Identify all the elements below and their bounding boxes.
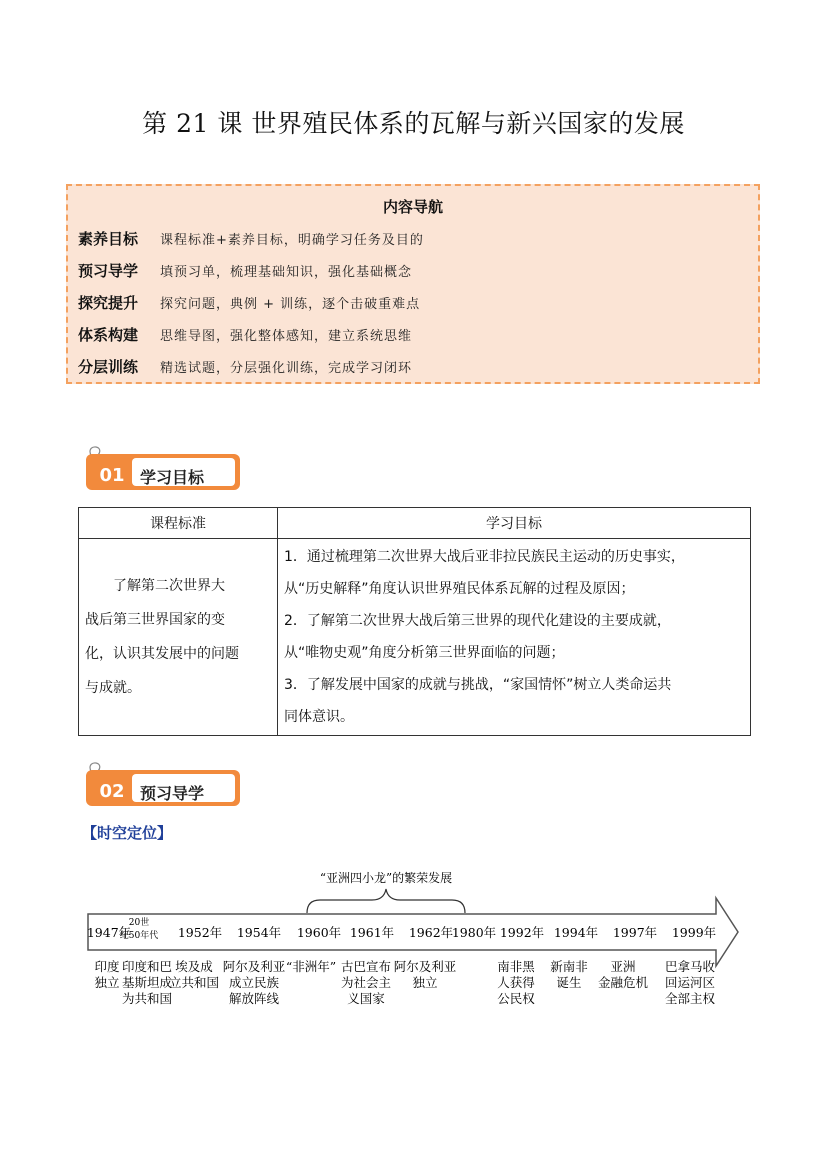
header-standard: 课程标准 — [79, 508, 278, 539]
timeline-event-line: 南非黑 — [497, 959, 535, 974]
timeline-event-line: 成立民族 — [228, 975, 280, 990]
timeline-date: 1992年 — [499, 925, 545, 940]
section-title: 学习目标 — [140, 468, 205, 487]
standard-line: 战后第三世界国家的变 — [85, 612, 225, 628]
timeline-event-line: 立共和国 — [168, 975, 220, 990]
timeline-date: 1947年 — [86, 925, 132, 940]
brace-label: “亚洲四小龙”的繁荣发展 — [319, 871, 453, 885]
timeline-event — [122, 959, 173, 1006]
timeline-event-line: 金融危机 — [597, 975, 649, 990]
timeline-event-line: 阿尔及利亚 — [222, 959, 286, 974]
timeline-event-line: 新南非 — [550, 959, 588, 974]
timeline-event-line: 独立 — [412, 975, 438, 990]
timeline-event — [665, 959, 716, 1006]
timeline-event-line: 亚洲 — [610, 959, 636, 974]
standard-line: 了解第二次世界大 — [113, 578, 225, 594]
timeline-date: 1960年 — [296, 925, 342, 940]
nav-item-label: 预习导学 — [78, 261, 139, 280]
timeline-event-line: 古巴宣布 — [340, 959, 392, 974]
section-number: 02 — [99, 781, 125, 802]
timeline-event-line: 为社会主 — [340, 975, 392, 990]
timeline-event-line: 诞生 — [556, 975, 582, 990]
nav-item-label: 素养目标 — [78, 229, 139, 248]
header-goals: 学习目标 — [278, 508, 751, 539]
standard-line: 化，认识其发展中的问题 — [85, 646, 239, 662]
timeline-event-line: 人获得 — [497, 975, 535, 990]
timeline-date: 1997年 — [612, 925, 658, 940]
timeline-event-line: 阿尔及利亚 — [393, 959, 457, 974]
timeline-date: 1980年 — [451, 925, 497, 940]
timeline-event-line: 义国家 — [347, 991, 385, 1006]
timeline-date: 1994年 — [553, 925, 599, 940]
timeline-event-line: 埃及成 — [175, 959, 213, 974]
goal-line: 同体意识。 — [284, 709, 354, 725]
nav-item-desc: 课程标准+素养目标，明确学习任务及目的 — [160, 232, 424, 248]
nav-item-label: 分层训练 — [78, 357, 139, 376]
timeline-date: 纪50年代 — [119, 931, 159, 941]
timeline-date: 1954年 — [236, 925, 282, 940]
timeline-event — [341, 959, 391, 1006]
section-number: 01 — [99, 465, 125, 486]
timeline-event — [497, 959, 535, 1006]
goal-line: 2．了解第二次世界大战后第三世界的现代化建设的主要成就， — [284, 613, 671, 629]
timeline-event-line: 印度 — [94, 959, 120, 974]
nav-item-label: 体系构建 — [78, 325, 139, 344]
timeline-event — [94, 959, 120, 990]
goal-line: 3．了解发展中国家的成就与挑战，“家国情怀”树立人类命运共 — [284, 677, 672, 693]
timeline-event-line: 全部主权 — [664, 991, 716, 1006]
nav-heading: 内容导航 — [382, 198, 443, 216]
timeline-event — [286, 959, 336, 974]
goal-line: 1．通过梳理第二次世界大战后亚非拉民族民主运动的历史事实， — [284, 549, 685, 565]
timeline-event-line: 基斯坦成 — [121, 975, 173, 990]
goal-line: 从“历史解释”角度认识世界殖民体系瓦解的过程及原因； — [284, 581, 635, 597]
timeline-event — [169, 959, 219, 990]
goal-line: 从“唯物史观”角度分析第三世界面临的问题； — [284, 645, 565, 661]
timeline-event-line: 印度和巴 — [121, 959, 173, 974]
timeline-event — [394, 959, 457, 990]
nav-item-desc: 探究问题，典例 + 训练，逐个击破重难点 — [160, 296, 421, 312]
timeline-event-line: 解放阵线 — [228, 991, 280, 1006]
timeline-event — [550, 959, 588, 990]
timeline-event-line: 独立 — [94, 975, 120, 990]
timeline-date: 20世 — [128, 918, 150, 928]
timeline-event-line: “非洲年” — [285, 959, 337, 974]
timeline-date: 1952年 — [177, 925, 223, 940]
timeline-event-line: 公民权 — [497, 991, 535, 1006]
nav-item-desc: 填预习单，梳理基础知识，强化基础概念 — [160, 264, 413, 280]
page-title: 第 21 课 世界殖民体系的瓦解与新兴国家的发展 — [142, 109, 685, 138]
timeline-event — [598, 959, 649, 990]
timeline-date: 1961年 — [349, 925, 395, 940]
brace-icon — [307, 889, 465, 913]
standard-line: 与成就。 — [85, 680, 141, 696]
nav-item-desc: 思维导图，强化整体感知，建立系统思维 — [160, 328, 413, 344]
timeline-date: 1962年 — [408, 925, 454, 940]
nav-item-desc: 精选试题，分层强化训练，完成学习闭环 — [160, 360, 413, 376]
timeline-section-label: 【时空定位】 — [82, 824, 173, 842]
timeline-date: 1999年 — [671, 925, 717, 940]
timeline-event-line: 回运河区 — [664, 975, 716, 990]
nav-item-label: 探究提升 — [78, 293, 139, 312]
timeline-event — [223, 959, 286, 1006]
section-title: 预习导学 — [140, 784, 205, 803]
timeline-event-line: 巴拿马收 — [664, 959, 716, 974]
timeline-event-line: 为共和国 — [121, 991, 173, 1006]
